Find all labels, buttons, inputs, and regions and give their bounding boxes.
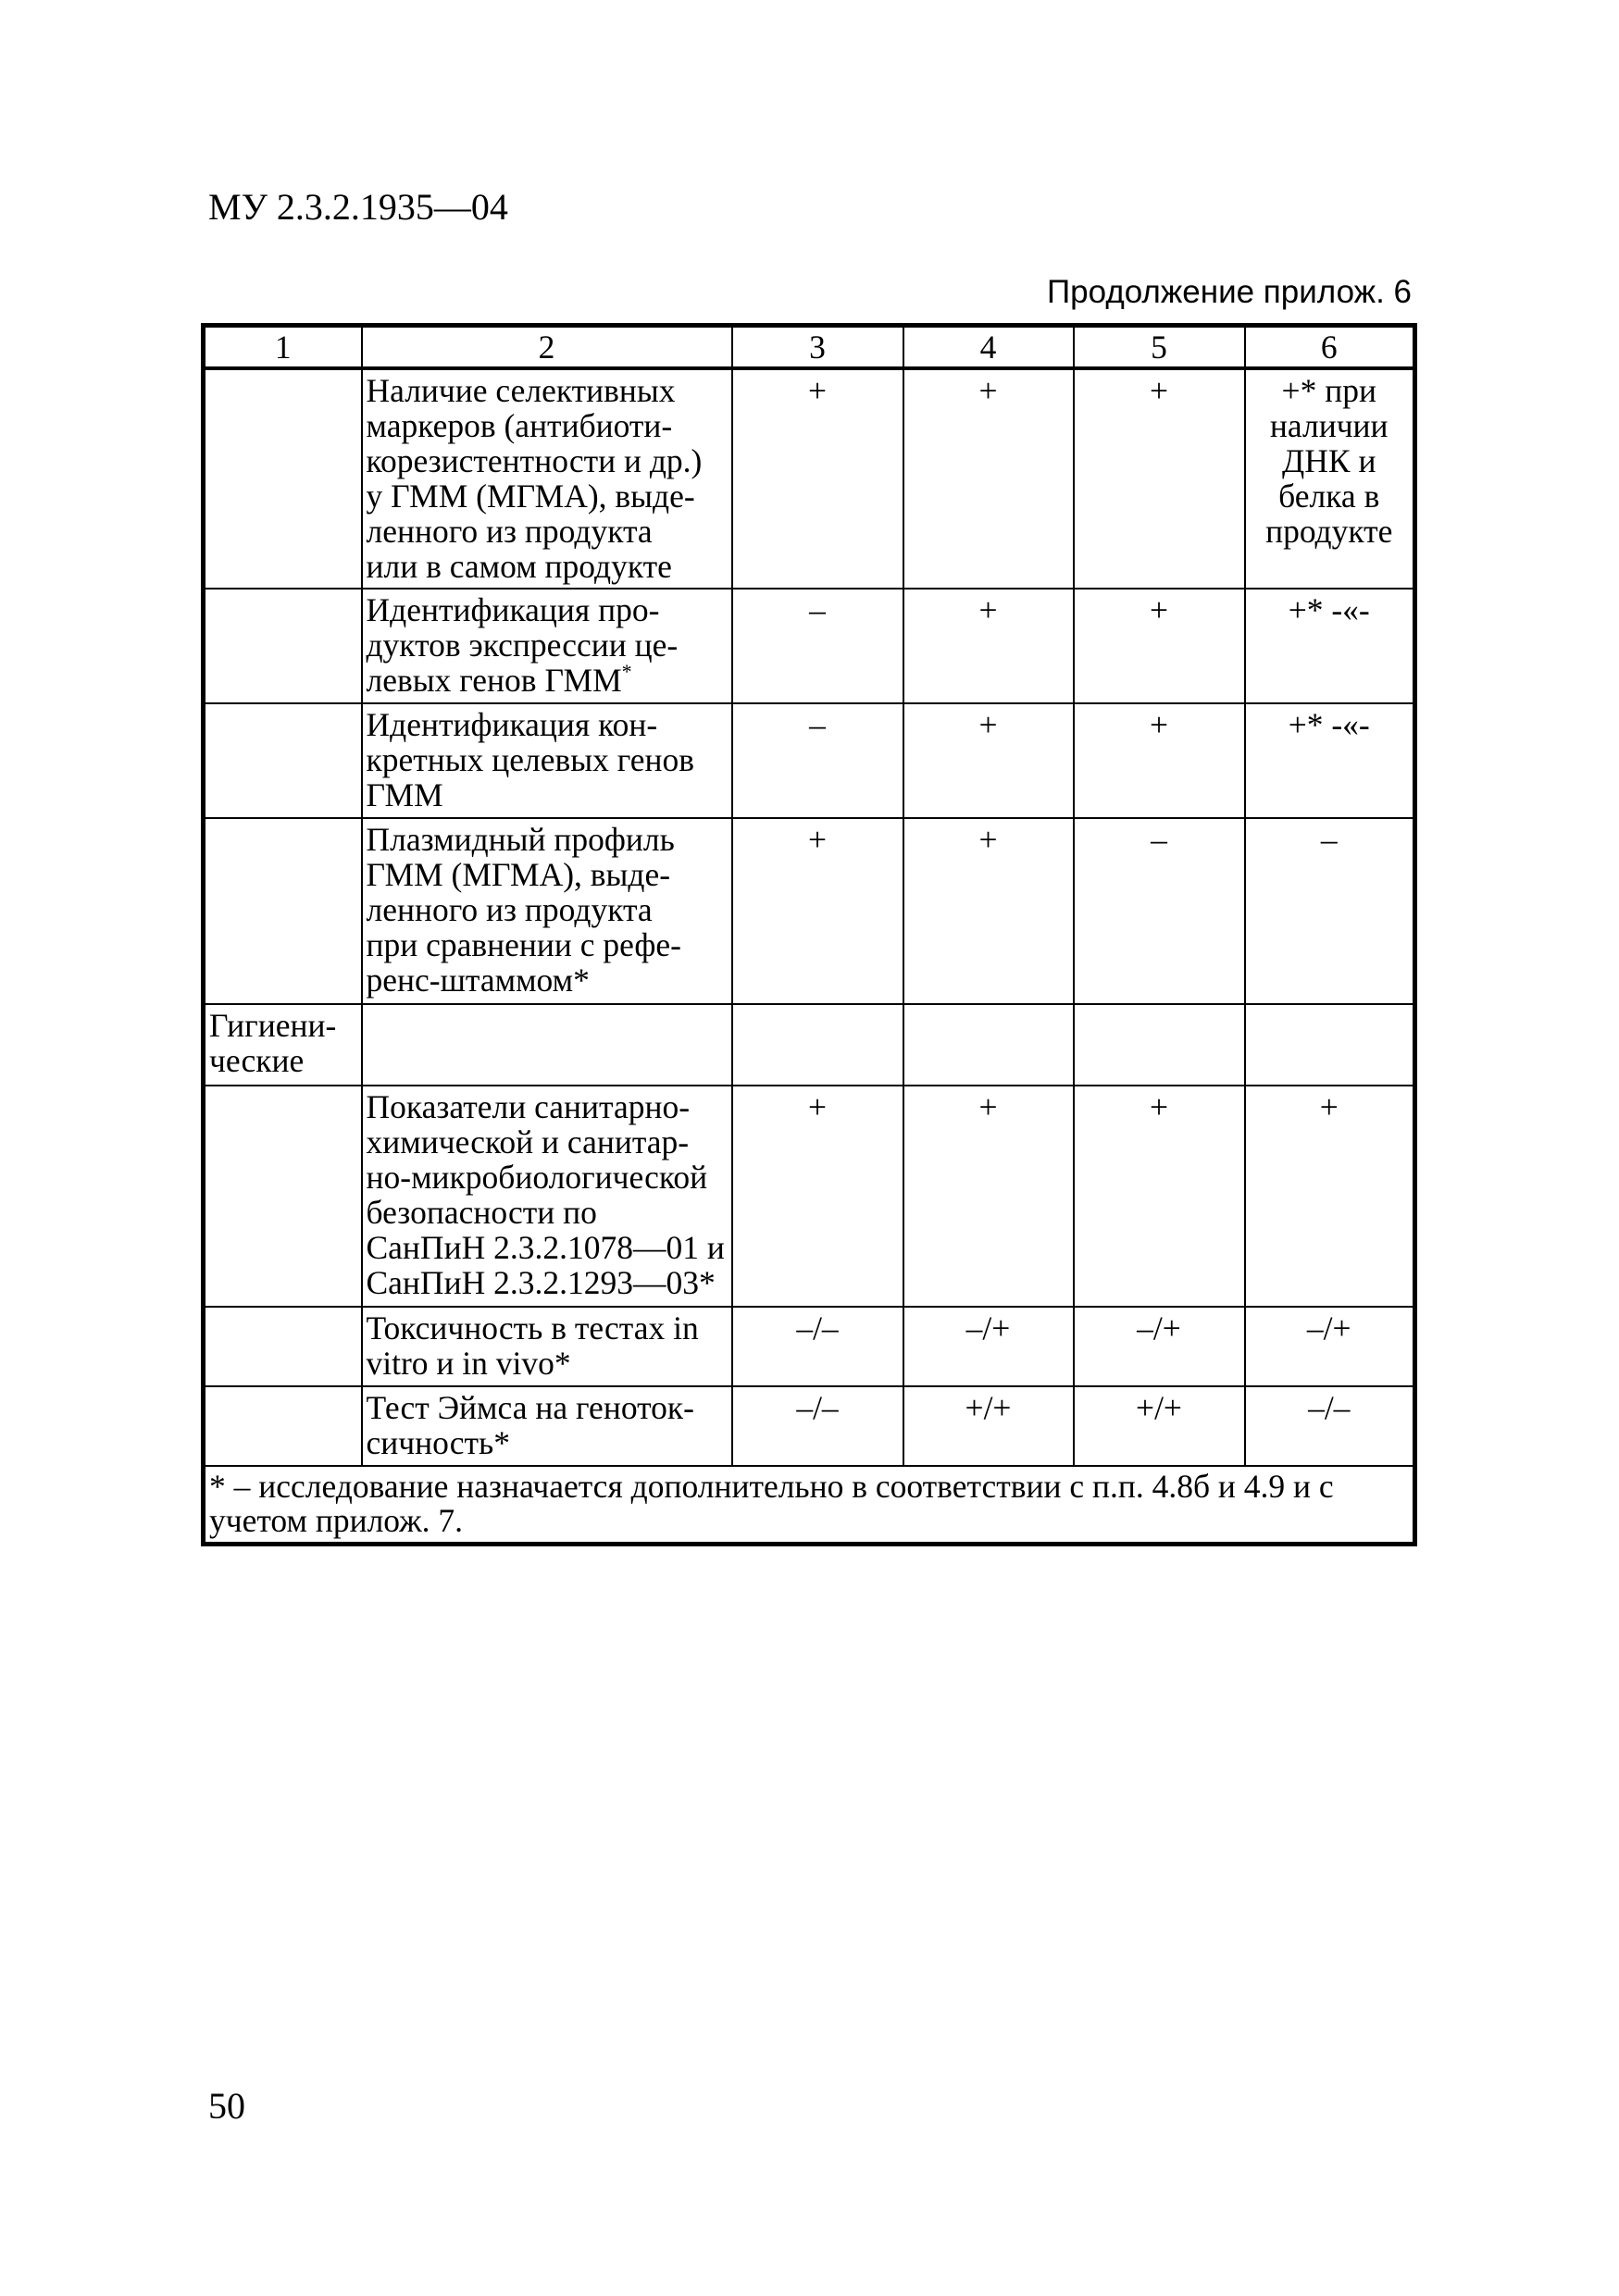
cell-line <box>1250 373 1410 408</box>
cell-line-text: ГММ <box>366 776 443 813</box>
mark-cell-c5 <box>1074 1004 1245 1086</box>
mark-cell-c5: + <box>1074 368 1245 589</box>
table-row <box>204 1307 1415 1386</box>
mark-cell-c5: –/+ <box>1074 1307 1245 1386</box>
cell-line-text: левых генов ГММ <box>366 662 622 699</box>
mark-cell-c3: + <box>732 818 903 1004</box>
cell-line-text: Идентификация про- <box>366 591 660 628</box>
cell-line <box>367 1195 728 1230</box>
indicator-cell <box>362 1004 732 1086</box>
cell-line <box>1250 707 1410 742</box>
cell-line-text: –/– <box>1308 1389 1351 1426</box>
table-row <box>204 1004 1415 1086</box>
mark-cell-c6 <box>1245 1086 1415 1307</box>
column-number-2: 2 <box>362 326 732 369</box>
cell-line <box>367 857 728 892</box>
cell-line <box>209 1470 1409 1504</box>
cell-line <box>366 660 728 699</box>
cell-line <box>367 408 728 443</box>
cell-line <box>1250 1310 1410 1346</box>
mark-cell-c3: + <box>732 1086 903 1307</box>
cell-line-text: – <box>1320 821 1338 858</box>
cell-line <box>367 1346 728 1381</box>
continuation-label: Продолжение прилож. 6 <box>1047 274 1412 310</box>
indicator-cell <box>362 818 732 1004</box>
cell-line <box>1250 478 1410 514</box>
mark-cell-c4 <box>903 1004 1074 1086</box>
cell-line <box>367 373 728 408</box>
group-cell <box>204 703 362 818</box>
cell-line <box>367 707 728 742</box>
cell-line <box>367 892 728 927</box>
cell-line <box>367 927 728 962</box>
cell-line <box>1250 1089 1410 1124</box>
mark-cell-c6 <box>1245 589 1415 703</box>
cell-line-text: СанПиН 2.3.2.1293—03* <box>366 1264 716 1301</box>
cell-line <box>367 822 728 857</box>
cell-line <box>367 627 728 663</box>
cell-line <box>1250 592 1410 627</box>
mark-cell-c6 <box>1245 368 1415 589</box>
cell-line-text: ческие <box>209 1042 305 1079</box>
cell-line-text: маркеров (антибиоти- <box>366 407 673 444</box>
group-cell <box>204 1307 362 1386</box>
group-cell <box>204 818 362 1004</box>
cell-line-text: наличии <box>1269 407 1389 444</box>
cell-line-text: Показатели санитарно- <box>366 1088 691 1125</box>
mark-cell-c5: + <box>1074 703 1245 818</box>
cell-line-text: безопасности по <box>366 1194 597 1231</box>
mark-cell-c6 <box>1245 818 1415 1004</box>
cell-line <box>367 1390 728 1425</box>
mark-cell-c3: – <box>732 703 903 818</box>
indicator-cell <box>362 1086 732 1307</box>
mark-cell-c3 <box>732 1004 903 1086</box>
column-number-row <box>204 326 1415 369</box>
indicator-cell <box>362 703 732 818</box>
mark-cell-c3: –/– <box>732 1307 903 1386</box>
cell-line <box>367 1425 728 1460</box>
indicator-cell <box>362 368 732 589</box>
cell-line-text: –/+ <box>1306 1309 1351 1347</box>
cell-line-text: +* при <box>1281 372 1376 409</box>
cell-line <box>1250 443 1410 478</box>
page-number: 50 <box>208 2085 245 2127</box>
cell-line <box>367 1124 728 1160</box>
indicator-cell <box>362 1307 732 1386</box>
indicator-cell <box>362 1386 732 1466</box>
cell-line <box>209 1504 1409 1538</box>
mark-cell-c4: +/+ <box>903 1386 1074 1466</box>
cell-line-text: ГММ (МГМА), выде- <box>366 856 671 893</box>
cell-line <box>367 1310 728 1346</box>
mark-cell-c6 <box>1245 1386 1415 1466</box>
mark-cell-c6 <box>1245 1307 1415 1386</box>
cell-line <box>367 1265 728 1300</box>
cell-line <box>1250 1390 1410 1425</box>
cell-line-text: +* -«- <box>1288 591 1370 628</box>
cell-line-text: у ГММ (МГМА), выде- <box>366 478 695 515</box>
group-cell <box>204 589 362 703</box>
table-row <box>204 1386 1415 1466</box>
cell-line-text: +* -«- <box>1288 706 1370 743</box>
cell-line-text: учетом прилож. 7. <box>209 1502 464 1539</box>
cell-line <box>367 1230 728 1265</box>
footnote-cell <box>204 1466 1415 1545</box>
mark-cell-c4: + <box>903 703 1074 818</box>
cell-line <box>1250 514 1410 549</box>
mark-cell-c3: – <box>732 589 903 703</box>
cell-line-text: Токсичность в тестах in <box>366 1309 699 1347</box>
mark-cell-c3: –/– <box>732 1386 903 1466</box>
cell-line-text: но-микробиологической <box>366 1159 708 1196</box>
cell-line-text: кретных целевых генов <box>366 741 695 778</box>
cell-line-text: химической и санитар- <box>366 1123 690 1160</box>
table-row <box>204 368 1415 589</box>
mark-cell-c4: –/+ <box>903 1307 1074 1386</box>
cell-line <box>209 1043 357 1078</box>
mark-cell-c4: + <box>903 818 1074 1004</box>
cell-line-text: + <box>1319 1088 1339 1125</box>
cell-line <box>209 1008 357 1043</box>
document-code: МУ 2.3.2.1935—04 <box>208 186 508 228</box>
column-number-1: 1 <box>204 326 362 369</box>
cell-line <box>1250 822 1410 857</box>
cell-line-text: Плазмидный профиль <box>366 821 675 858</box>
cell-line-text: Гигиени- <box>209 1007 337 1044</box>
cell-line-text: vitro и in vivo* <box>366 1345 571 1382</box>
cell-line <box>367 592 728 627</box>
cell-line <box>367 962 728 998</box>
mark-cell-c3: + <box>732 368 903 589</box>
table-row <box>204 703 1415 818</box>
mark-cell-c4: + <box>903 1086 1074 1307</box>
column-number-5: 5 <box>1074 326 1245 369</box>
cell-line <box>367 742 728 777</box>
mark-cell-c5: + <box>1074 1086 1245 1307</box>
column-number-3: 3 <box>732 326 903 369</box>
cell-line <box>367 549 728 584</box>
cell-line <box>367 514 728 549</box>
cell-line-text: продукте <box>1265 513 1393 550</box>
cell-line-text: ренс-штаммом* <box>366 962 590 999</box>
cell-line-text: Наличие селективных <box>366 372 676 409</box>
mark-cell-c4: + <box>903 589 1074 703</box>
cell-line <box>367 478 728 514</box>
cell-line-text: Тест Эймса на геноток- <box>366 1389 694 1426</box>
cell-line <box>367 443 728 478</box>
group-cell <box>204 368 362 589</box>
indicator-cell <box>362 589 732 703</box>
cell-line-text: корезистентности и др.) <box>366 442 703 479</box>
mark-cell-c4: + <box>903 368 1074 589</box>
group-cell <box>204 1086 362 1307</box>
column-number-4: 4 <box>903 326 1074 369</box>
cell-line <box>1250 408 1410 443</box>
footnote-row <box>204 1466 1415 1545</box>
cell-line-text: СанПиН 2.3.2.1078—01 и <box>366 1229 725 1266</box>
cell-line-text: или в самом продукте <box>366 548 672 585</box>
cell-line-text: ленного из продукта <box>366 891 653 928</box>
cell-line-text: Идентификация кон- <box>366 706 658 743</box>
cell-line <box>367 777 728 813</box>
cell-line <box>367 1160 728 1195</box>
appendix-table <box>201 323 1417 1546</box>
mark-cell-c5: +/+ <box>1074 1386 1245 1466</box>
table-body <box>204 326 1415 1545</box>
cell-line-text: * – исследование назначается дополнительно в соответствии с п.п. 4.8б и 4.9 и с <box>209 1468 1334 1505</box>
cell-line-text: ленного из продукта <box>366 513 653 550</box>
table-row <box>204 589 1415 703</box>
cell-line-text: дуктов экспрессии це- <box>366 627 679 664</box>
mark-cell-c6 <box>1245 703 1415 818</box>
column-number-6: 6 <box>1245 326 1415 369</box>
cell-line-text: при сравнении с рефе- <box>366 926 681 963</box>
mark-cell-c5: – <box>1074 818 1245 1004</box>
cell-line-text: белка в <box>1278 478 1380 515</box>
mark-cell-c5: + <box>1074 589 1245 703</box>
group-cell <box>204 1386 362 1466</box>
cell-line <box>367 1089 728 1124</box>
table-row <box>204 1086 1415 1307</box>
cell-line-text: ДНК и <box>1282 442 1376 479</box>
table-row <box>204 818 1415 1004</box>
mark-cell-c6 <box>1245 1004 1415 1086</box>
group-cell <box>204 1004 362 1086</box>
footnote-marker: * <box>621 660 632 683</box>
cell-line-text: сичность* <box>366 1424 510 1461</box>
